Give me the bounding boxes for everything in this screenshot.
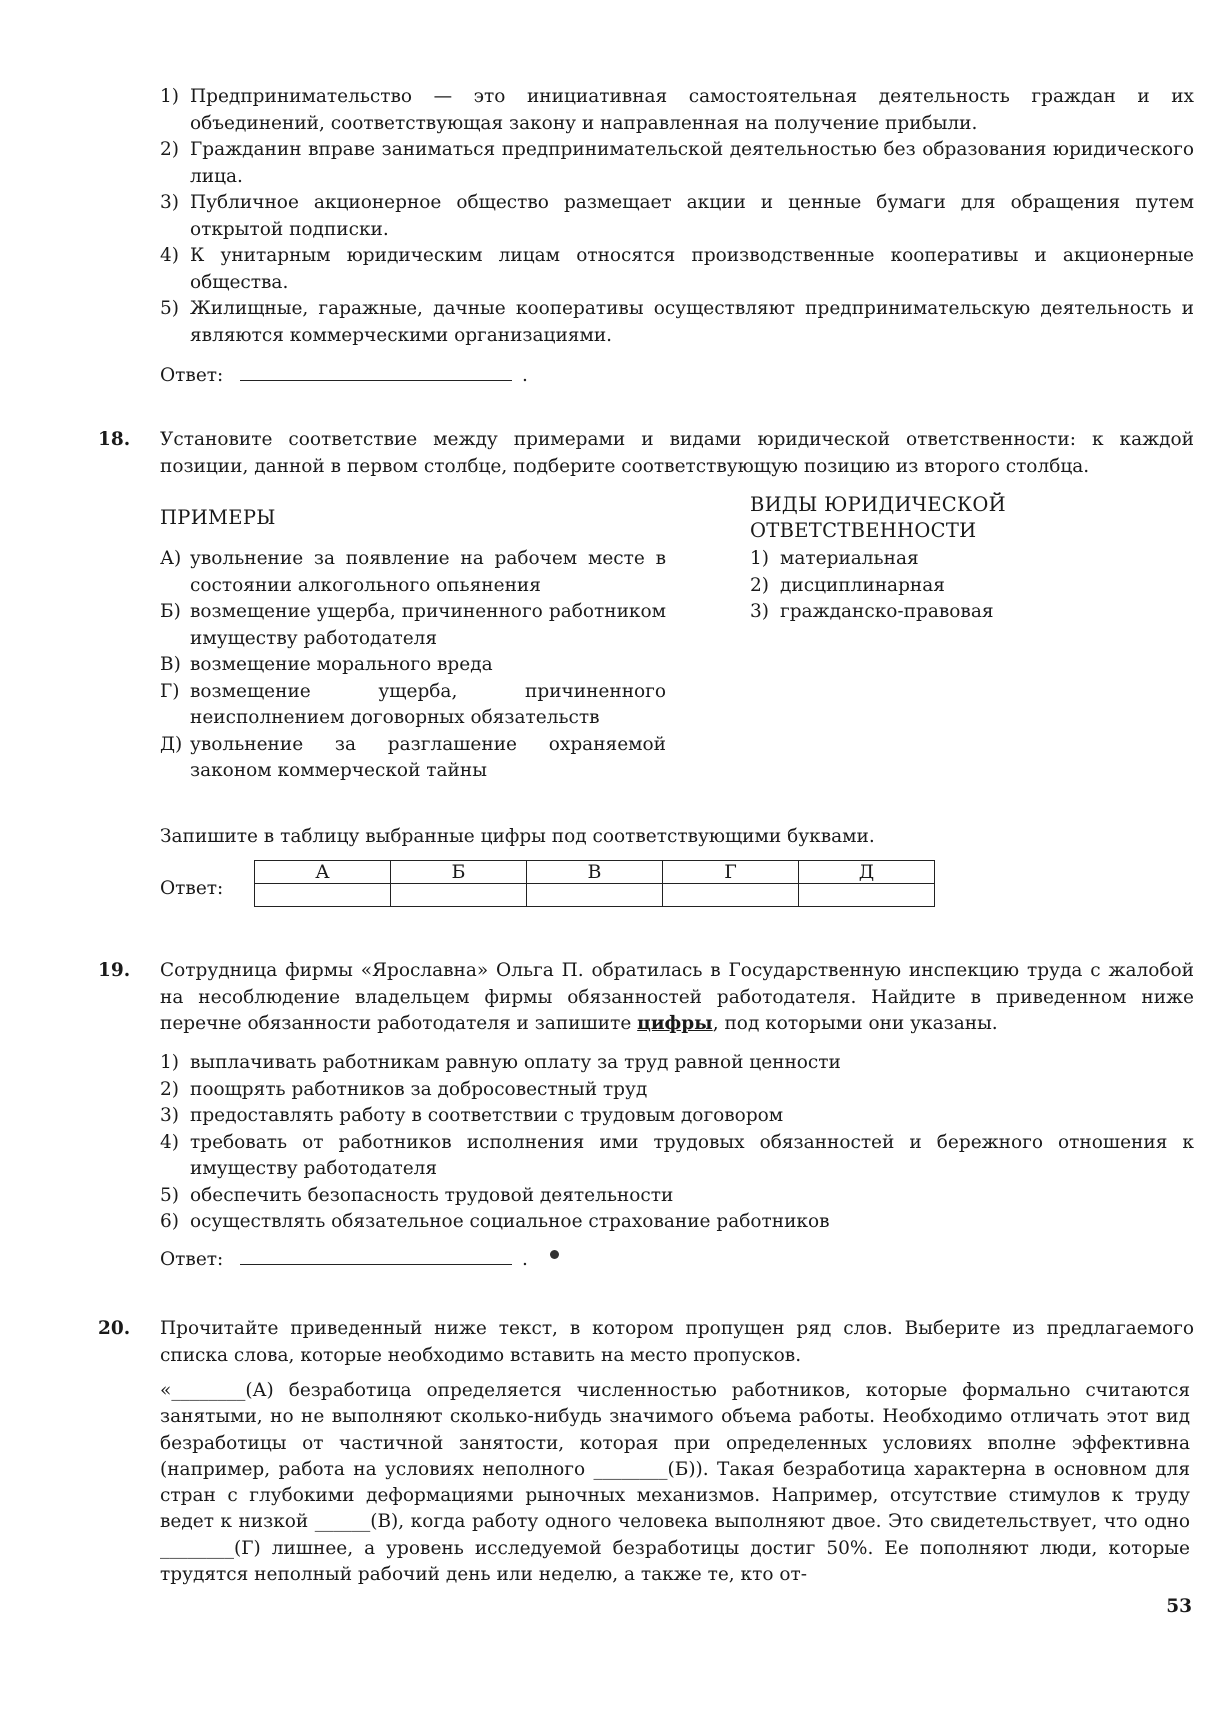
q19-option: 2) поощрять работников за добросовестный труд — [160, 1078, 648, 1100]
q19-prompt: Сотрудница фирмы «Ярославна» Ольга П. обратилась в Государственную инспекцию труда с жалобой на несоблюдение владельцем фирмы обязанностей работодателя. Найдите в приведенном ниже перечне обязанности работодателя и запишите цифры, под которыми они указаны. — [160, 960, 1194, 1034]
table-header-cell: Д — [799, 861, 935, 884]
q19-option: 5) обеспечить безопасность трудовой деятельности — [160, 1184, 674, 1206]
q19-option: 6) осуществлять обязательное социальное страхование работников — [160, 1211, 830, 1232]
q19-prompt-emphasis: цифры — [637, 1013, 713, 1034]
q17-answer: Ответ: . — [160, 362, 528, 390]
type-item: 2) дисциплинарная — [750, 574, 945, 596]
answer-cell-v[interactable] — [527, 884, 663, 907]
answer-label: Ответ: — [160, 1249, 224, 1270]
examples-heading: ПРИМЕРЫ — [160, 506, 276, 529]
example-item: Б) возмещение ущерба, причиненного работником имуществу работодателя — [160, 601, 666, 649]
types-heading-line1: ВИДЫ ЮРИДИЧЕСКОЙ — [750, 493, 1006, 516]
example-item: А) увольнение за появление на рабочем месте в состоянии алкогольного опьянения — [160, 548, 666, 596]
q19-number: 19. — [98, 960, 131, 981]
q19-answer: Ответ: . — [160, 1246, 528, 1274]
answer-cell-d[interactable] — [799, 884, 935, 907]
q19-answer-field[interactable] — [240, 1246, 512, 1265]
answer-cell-b[interactable] — [391, 884, 527, 907]
q18-types-list — [750, 546, 1050, 626]
q19-option: 1) выплачивать работникам равную оплату за труд равной ценности — [160, 1052, 841, 1073]
q19-options-list — [160, 1050, 1194, 1236]
table-header-cell: А — [255, 861, 391, 884]
passage-text: «________(А) безработица определяется численностью работников, которые формально считаются занятыми, но не выполняют сколько-нибудь значимого объема работы. Необходимо отличать этот вид безработицы от частичной занятости, которая при определенных условиях вполне эффективна (например, работа на условиях неполного ________(Б)). Такая безработица характерна в основном для стран с глубокими деформациями рыночных механизмов. Например, отсутствие стимулов к труду ведет к низкой ______(В), когда работу одного человека выполняют двое. Это свидетельствует, что одно ________(Г) лишнее, а уровень исследуемой безработицы достиг 50%. Ее пополняют люди, которые трудятся неполный рабочий день или неделю, а также те, кто от- — [160, 1380, 1190, 1586]
q18-answer-table — [254, 860, 935, 907]
type-item: 3) гражданско-правовая — [750, 601, 994, 622]
q17-option: 3) Публичное акционерное общество размещает акции и ценные бумаги для обращения путем открытой подписки. — [160, 192, 1194, 240]
q19-option: 4) требовать от работников исполнения ими трудовых обязанностей и бережного отношения к имуществу работодателя — [160, 1131, 1194, 1179]
q18-number: 18. — [98, 429, 131, 450]
q20-passage — [160, 1378, 1190, 1588]
q17-options-list — [160, 84, 1194, 349]
q17-answer-field[interactable] — [240, 362, 512, 381]
table-header-cell: Г — [663, 861, 799, 884]
q20-prompt: Прочитайте приведенный ниже текст, в котором пропущен ряд слов. Выберите из предлагаемого списка слова, которые необходимо вставить на место пропусков. — [160, 1318, 1194, 1366]
answer-cell-a[interactable] — [255, 884, 391, 907]
q17-option: 1) Предпринимательство — это инициативная самостоятельная деятельность граждан и их объединений, соответствующая закону и направленная на получение прибыли. — [160, 86, 1194, 134]
q17-option: 5) Жилищные, гаражные, дачные кооперативы осуществляют предпринимательскую деятельность и являются коммерческими организациями. — [160, 298, 1194, 346]
types-heading-line2: ОТВЕТСТВЕННОСТИ — [750, 519, 977, 542]
ink-smudge — [550, 1250, 559, 1259]
table-header-cell: Б — [391, 861, 527, 884]
page-number: 53 — [1166, 1596, 1192, 1617]
type-item: 1) материальная — [750, 548, 919, 569]
table-header-cell: В — [527, 861, 663, 884]
q18-table-instruction: Запишите в таблицу выбранные цифры под соответствующими буквами. — [160, 826, 875, 847]
answer-label: Ответ: — [160, 365, 224, 386]
q20-number: 20. — [98, 1318, 131, 1339]
q19-option: 3) предоставлять работу в соответствии с трудовым договором — [160, 1105, 784, 1126]
q18-answer-label: Ответ: — [160, 878, 224, 899]
answer-table-input-row — [255, 884, 935, 907]
q18-prompt: Установите соответствие между примерами и видами юридической ответственности: к каждой позиции, данной в первом столбце, подберите соответствующую позицию из второго столбца. — [160, 429, 1194, 477]
q17-option: 2) Гражданин вправе заниматься предпринимательской деятельностью без образования юридического лица. — [160, 139, 1194, 187]
q18-examples-list — [160, 546, 666, 785]
answer-cell-g[interactable] — [663, 884, 799, 907]
example-item: В) возмещение морального вреда — [160, 654, 493, 675]
answer-table-header-row — [255, 861, 935, 884]
q17-option: 4) К унитарным юридическим лицам относятся производственные кооперативы и акционерные общества. — [160, 245, 1194, 293]
example-item: Д) увольнение за разглашение охраняемой законом коммерческой тайны — [160, 733, 666, 781]
example-item: Г) возмещение ущерба, причиненного неисполнением договорных обязательств — [160, 680, 666, 728]
